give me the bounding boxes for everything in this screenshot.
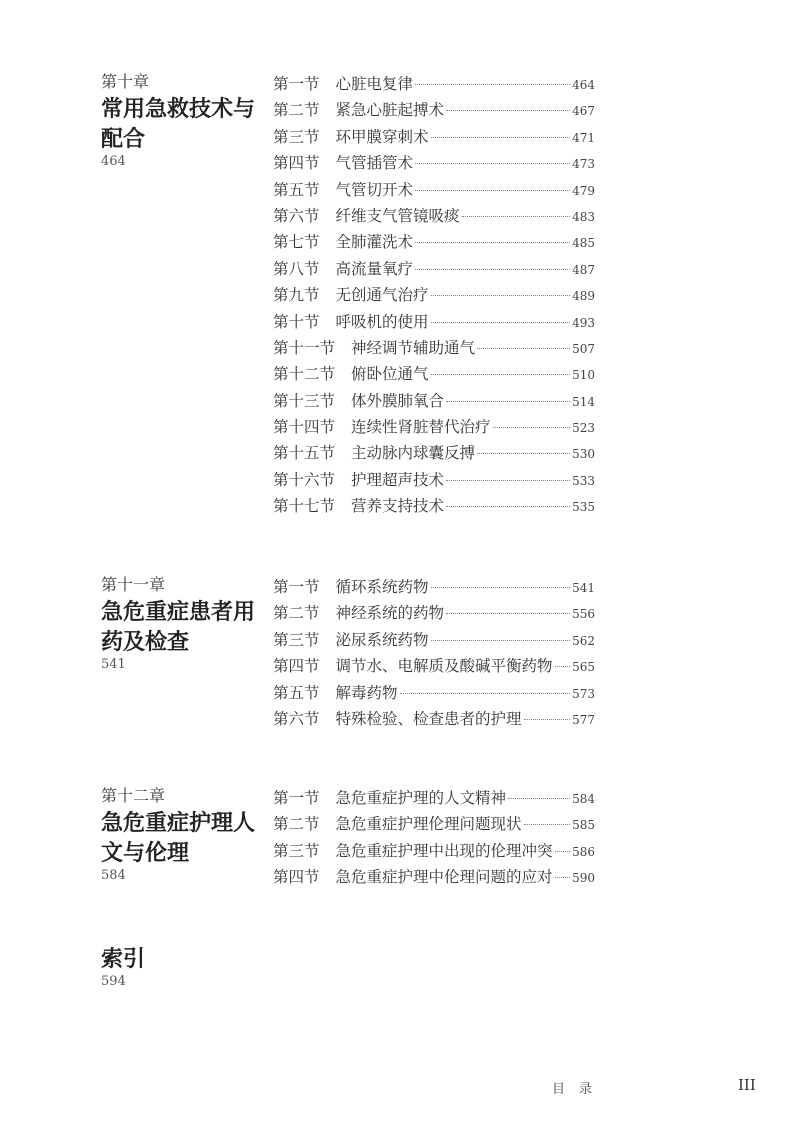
section-number: 第一节 bbox=[273, 75, 320, 93]
toc-entry[interactable] bbox=[273, 812, 595, 838]
section-title: 特殊检验、检查患者的护理 bbox=[335, 709, 522, 728]
dot-leader bbox=[431, 295, 571, 296]
dot-leader bbox=[493, 427, 571, 428]
section-title: 主动脉内球囊反搏 bbox=[351, 444, 476, 463]
section-number: 第四节 bbox=[273, 868, 320, 887]
toc-entry[interactable] bbox=[273, 654, 595, 680]
dot-leader bbox=[524, 719, 571, 720]
section-title: 护理超声技术 bbox=[351, 470, 445, 489]
section-number: 第十一节 bbox=[273, 338, 336, 357]
section-list bbox=[273, 575, 595, 733]
dot-leader bbox=[431, 137, 571, 138]
section-page: 523 bbox=[572, 421, 595, 436]
section-number: 第五节 bbox=[273, 180, 320, 199]
section-page: 565 bbox=[572, 660, 595, 675]
section-title: 气管插管术 bbox=[335, 154, 414, 173]
dot-leader bbox=[431, 322, 571, 323]
section-title: 全肺灌洗术 bbox=[335, 233, 414, 252]
section-page: 586 bbox=[572, 844, 595, 859]
dot-leader bbox=[431, 587, 571, 588]
section-page: 584 bbox=[572, 792, 595, 806]
section-number: 第二节 bbox=[273, 604, 320, 623]
toc-entry[interactable] bbox=[273, 441, 595, 467]
section-title: 无创通气治疗 bbox=[335, 286, 429, 305]
section-number: 第九节 bbox=[273, 286, 320, 305]
toc-entry[interactable] bbox=[273, 178, 595, 204]
footer-label: 目录 bbox=[552, 1082, 607, 1097]
dot-leader bbox=[446, 110, 570, 111]
section-title: 心脏电复律 bbox=[335, 75, 414, 93]
dot-leader bbox=[555, 851, 571, 852]
section-title: 解毒药物 bbox=[335, 683, 398, 702]
toc-entry[interactable] bbox=[273, 786, 595, 812]
section-page: 483 bbox=[572, 209, 595, 224]
section-title: 纤维支气管镜吸痰 bbox=[335, 206, 460, 225]
toc-entry[interactable] bbox=[273, 681, 595, 707]
chapter-heading bbox=[101, 786, 261, 884]
section-number: 第二节 bbox=[273, 815, 320, 834]
toc-entry[interactable] bbox=[273, 839, 595, 865]
toc-entry[interactable] bbox=[273, 494, 595, 520]
chapter-heading bbox=[101, 575, 261, 673]
section-page: 530 bbox=[572, 447, 595, 462]
section-number: 第四节 bbox=[273, 657, 320, 676]
toc-entry[interactable] bbox=[273, 628, 595, 654]
section-list bbox=[273, 786, 595, 892]
section-page: 479 bbox=[572, 183, 595, 198]
toc-entry[interactable] bbox=[273, 362, 595, 388]
chapter-title-line1: 急危重症护理人 bbox=[101, 810, 256, 836]
section-page: 562 bbox=[572, 633, 595, 648]
section-page: 464 bbox=[572, 78, 595, 92]
section-title: 高流量氧疗 bbox=[335, 259, 414, 278]
index-page: 594 bbox=[101, 974, 126, 989]
toc-entry[interactable] bbox=[273, 310, 595, 336]
section-title: 急危重症护理的人文精神 bbox=[335, 789, 507, 807]
chapter-title-line2: 药及检查 bbox=[101, 629, 190, 655]
section-number: 第七节 bbox=[273, 233, 320, 252]
section-number: 第一节 bbox=[273, 578, 320, 596]
toc-entry[interactable] bbox=[273, 204, 595, 230]
chapter-number: 第十二章 bbox=[101, 786, 166, 805]
section-title: 连续性肾脏替代治疗 bbox=[351, 418, 491, 437]
section-page: 585 bbox=[572, 818, 595, 833]
chapter-page: 541 bbox=[101, 657, 126, 672]
section-title: 俯卧位通气 bbox=[351, 365, 429, 384]
dot-leader bbox=[446, 401, 570, 402]
section-page: 541 bbox=[572, 581, 595, 595]
section-title: 呼吸机的使用 bbox=[335, 312, 429, 331]
section-page: 556 bbox=[572, 607, 595, 622]
index-block bbox=[101, 944, 145, 989]
section-page: 533 bbox=[572, 473, 595, 488]
section-title: 神经调节辅助通气 bbox=[351, 338, 476, 357]
dot-leader bbox=[446, 480, 570, 481]
toc-entry[interactable] bbox=[273, 389, 595, 415]
section-number: 第四节 bbox=[273, 154, 320, 173]
section-number: 第一节 bbox=[273, 789, 320, 807]
toc-entry[interactable] bbox=[273, 575, 595, 601]
section-title: 紧急心脏起搏术 bbox=[335, 101, 445, 120]
toc-entry[interactable] bbox=[273, 72, 595, 98]
section-number: 第六节 bbox=[273, 709, 320, 728]
chapter-page: 584 bbox=[101, 868, 126, 883]
section-page: 590 bbox=[572, 871, 595, 886]
dot-leader bbox=[400, 693, 571, 694]
section-title: 调节水、电解质及酸碱平衡药物 bbox=[335, 657, 553, 676]
section-number: 第六节 bbox=[273, 206, 320, 225]
section-title: 急危重症护理中伦理问题的应对 bbox=[335, 868, 553, 887]
dot-leader bbox=[415, 242, 570, 243]
dot-leader bbox=[524, 824, 571, 825]
toc-entry[interactable] bbox=[273, 601, 595, 627]
dot-leader bbox=[555, 666, 571, 667]
chapter-number: 第十一章 bbox=[101, 575, 166, 594]
toc-entry[interactable] bbox=[273, 125, 595, 151]
section-number: 第十七节 bbox=[273, 497, 336, 516]
section-title: 泌尿系统药物 bbox=[335, 630, 429, 649]
section-title: 循环系统药物 bbox=[335, 578, 429, 596]
dot-leader bbox=[415, 84, 570, 85]
section-page: 485 bbox=[572, 236, 595, 251]
toc-entry[interactable] bbox=[273, 415, 595, 441]
section-page: 471 bbox=[572, 130, 595, 145]
toc-entry[interactable] bbox=[273, 230, 595, 256]
section-page: 467 bbox=[572, 104, 595, 119]
chapter-title-line1: 常用急救技术与 bbox=[101, 96, 256, 122]
section-page: 514 bbox=[572, 394, 595, 409]
dot-leader bbox=[462, 216, 571, 217]
section-number: 第八节 bbox=[273, 259, 320, 278]
toc-entry[interactable] bbox=[273, 257, 595, 283]
section-number: 第十四节 bbox=[273, 418, 336, 437]
dot-leader bbox=[431, 640, 571, 641]
footer-page-number: III bbox=[738, 1076, 756, 1094]
chapter-number: 第十章 bbox=[101, 72, 150, 91]
section-title: 急危重症护理中出现的伦理冲突 bbox=[335, 841, 553, 860]
dot-leader bbox=[477, 348, 570, 349]
toc-entry[interactable] bbox=[273, 468, 595, 494]
section-number: 第十六节 bbox=[273, 470, 336, 489]
toc-entry[interactable] bbox=[273, 283, 595, 309]
section-page: 535 bbox=[572, 500, 595, 515]
chapter-title-line2: 配合 bbox=[101, 126, 146, 152]
section-number: 第三节 bbox=[273, 630, 320, 649]
section-number: 第二节 bbox=[273, 101, 320, 120]
chapter-page: 464 bbox=[101, 154, 126, 169]
dot-leader bbox=[555, 877, 571, 878]
chapter-heading bbox=[101, 72, 261, 170]
section-number: 第五节 bbox=[273, 683, 320, 702]
section-number: 第十节 bbox=[273, 312, 320, 331]
section-title: 环甲膜穿刺术 bbox=[335, 127, 429, 146]
section-number: 第十二节 bbox=[273, 365, 336, 384]
chapter-title-line2: 文与伦理 bbox=[101, 840, 190, 866]
section-page: 487 bbox=[572, 262, 595, 277]
section-page: 473 bbox=[572, 157, 595, 172]
toc-entry[interactable] bbox=[273, 151, 595, 177]
section-title: 体外膜肺氧合 bbox=[351, 391, 445, 410]
section-page: 493 bbox=[572, 315, 595, 330]
toc-entry[interactable] bbox=[273, 707, 595, 733]
section-page: 489 bbox=[572, 289, 595, 304]
dot-leader bbox=[415, 269, 570, 270]
section-page: 573 bbox=[572, 686, 595, 701]
toc-entry[interactable] bbox=[273, 336, 595, 362]
section-title: 神经系统的药物 bbox=[335, 604, 445, 623]
section-number: 第十五节 bbox=[273, 444, 336, 463]
toc-entry[interactable] bbox=[273, 865, 595, 891]
index-title: 索引 bbox=[101, 946, 146, 972]
section-title: 气管切开术 bbox=[335, 180, 414, 199]
section-title: 急危重症护理伦理问题现状 bbox=[335, 815, 522, 834]
section-page: 507 bbox=[572, 341, 595, 356]
section-list bbox=[273, 72, 595, 521]
dot-leader bbox=[415, 163, 570, 164]
dot-leader bbox=[431, 374, 571, 375]
chapter-title-line1: 急危重症患者用 bbox=[101, 599, 256, 625]
section-title: 营养支持技术 bbox=[351, 497, 445, 516]
dot-leader bbox=[477, 453, 570, 454]
section-page: 510 bbox=[572, 368, 595, 383]
section-number: 第十三节 bbox=[273, 391, 336, 410]
section-number: 第三节 bbox=[273, 841, 320, 860]
section-number: 第三节 bbox=[273, 127, 320, 146]
dot-leader bbox=[446, 506, 570, 507]
dot-leader bbox=[508, 798, 570, 799]
section-page: 577 bbox=[572, 712, 595, 727]
dot-leader bbox=[415, 190, 570, 191]
toc-entry[interactable] bbox=[273, 98, 595, 124]
dot-leader bbox=[446, 613, 570, 614]
